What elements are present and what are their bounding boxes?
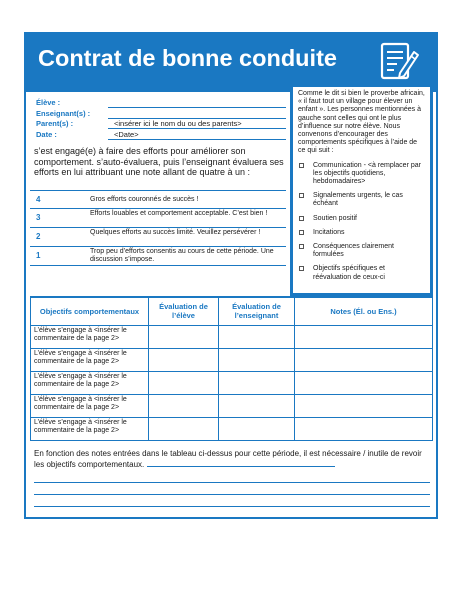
checklist-label: Incitations (313, 228, 345, 236)
table-row (31, 325, 433, 348)
goal-cell[interactable]: L’élève s’engage à <insérer le commentaire de la page 2> (31, 417, 149, 440)
student-rating-cell[interactable] (149, 371, 219, 394)
commitment-intro: s’est engagé(e) à faire des efforts pour améliorer son comportement. s’auto-évaluera, puis l’enseignant évaluera ses efforts en lui attribuant une note allant de quatre à un : (34, 146, 284, 177)
rating-description: Gros efforts couronnés de succès ! (90, 196, 199, 203)
checkbox-icon[interactable] (299, 230, 304, 235)
field-label: Enseignant(s) : (36, 108, 91, 118)
checklist-label: Soutien positif (313, 214, 357, 222)
goal-cell[interactable]: L’élève s’engage à <insérer le commentaire de la page 2> (31, 371, 149, 394)
parents-field[interactable] (36, 119, 286, 129)
rating-number: 2 (36, 232, 41, 241)
student-rating-cell[interactable] (149, 348, 219, 371)
checklist-label: Conséquences clairement formulées (313, 243, 394, 259)
rating-level (30, 190, 286, 209)
rating-number: 3 (36, 213, 41, 222)
review-line[interactable] (34, 482, 430, 483)
goal-cell[interactable]: L’élève s’engage à <insérer le commentaire de la page 2> (31, 394, 149, 417)
checkbox-icon[interactable] (299, 244, 304, 249)
review-line[interactable] (34, 494, 430, 495)
checkbox-icon[interactable] (299, 193, 304, 198)
date-field[interactable] (36, 130, 286, 140)
checklist-item[interactable] (298, 229, 425, 237)
checklist-label: Objectifs spécifiques et réévaluation de ceux-ci (313, 265, 385, 281)
goals-table (30, 296, 433, 441)
rating-level (30, 209, 286, 228)
rating-level (30, 247, 286, 266)
table-row (31, 417, 433, 440)
checklist-item[interactable] (298, 162, 425, 187)
rating-number: 1 (36, 251, 41, 260)
teacher-rating-cell[interactable] (219, 371, 295, 394)
table-header-row (31, 297, 433, 325)
table-row (31, 394, 433, 417)
field-value: <Date> (114, 129, 139, 139)
notes-cell[interactable] (295, 348, 433, 371)
sidebar-intro: Comme le dit si bien le proverbe africain, « il faut tout un village pour élever un enfant ». Les personnes mentionnées à gauche sont celles qui ont le plus d’influence sur notre élève. Nous convenons d’encourager des comportements spécifiques à l’aide de ce qui suit : (298, 90, 425, 155)
rating-level (30, 228, 286, 247)
teacher-rating-cell[interactable] (219, 348, 295, 371)
rating-number: 4 (36, 195, 41, 204)
rating-description: Efforts louables et comportement acceptable. C’est bien ! (90, 210, 268, 217)
checklist-label: Signalements urgents, le cas échéant (313, 192, 403, 208)
student-field[interactable] (36, 98, 286, 108)
column-header: Objectifs comportementaux (31, 297, 149, 325)
field-value: <insérer ici le nom du ou des parents> (114, 119, 242, 128)
notes-cell[interactable] (295, 371, 433, 394)
rating-description: Quelques efforts au succès limité. Veuillez persévérer ! (90, 229, 261, 236)
rating-description: Trop peu d’efforts consentis au cours de cette période. Une discussion s’impose. (90, 248, 274, 263)
student-rating-cell[interactable] (149, 417, 219, 440)
review-fill-line[interactable] (147, 459, 335, 467)
checklist-label: Communication - <à remplacer par les objectifs quotidiens, hebdomadaires> (313, 161, 421, 186)
field-label: Parent(s) : (36, 119, 74, 128)
checklist-item[interactable] (298, 243, 425, 259)
notes-cell[interactable] (295, 394, 433, 417)
support-checklist (298, 162, 425, 282)
column-header: Évaluation de l’enseignant (219, 297, 295, 325)
table-row (31, 371, 433, 394)
checklist-item[interactable] (298, 192, 425, 208)
goal-cell[interactable]: L’élève s’engage à <insérer le commentaire de la page 2> (31, 348, 149, 371)
checkbox-icon[interactable] (299, 163, 304, 168)
column-header: Notes (Él. ou Ens.) (295, 297, 433, 325)
fill-line (108, 139, 286, 140)
contract-pencil-icon (378, 40, 420, 84)
review-line[interactable] (34, 506, 430, 507)
teacher-rating-cell[interactable] (219, 325, 295, 348)
notes-cell[interactable] (295, 417, 433, 440)
field-label: Date : (36, 129, 57, 139)
proverb-sidebar (290, 84, 433, 296)
checklist-item[interactable] (298, 215, 425, 223)
checkbox-icon[interactable] (299, 266, 304, 271)
header-banner (24, 32, 438, 92)
field-label: Élève : (36, 98, 61, 107)
teacher-rating-cell[interactable] (219, 417, 295, 440)
student-rating-cell[interactable] (149, 394, 219, 417)
page-title: Contrat de bonne conduite (38, 45, 337, 71)
rating-scale (30, 190, 286, 266)
teacher-rating-cell[interactable] (219, 394, 295, 417)
goal-cell[interactable]: L’élève s’engage à <insérer le commentaire de la page 2> (31, 325, 149, 348)
checklist-item[interactable] (298, 265, 425, 281)
teacher-field[interactable] (36, 109, 286, 119)
column-header: Évaluation de l’élève (149, 297, 219, 325)
notes-cell[interactable] (295, 325, 433, 348)
table-row (31, 348, 433, 371)
review-statement (34, 449, 430, 470)
checkbox-icon[interactable] (299, 216, 304, 221)
student-rating-cell[interactable] (149, 325, 219, 348)
review-text: En fonction des notes entrées dans le tableau ci-dessus pour cette période, il est nécessaire / inutile de revoir les objectifs comportementaux. (34, 449, 422, 469)
identity-fields (36, 98, 286, 140)
